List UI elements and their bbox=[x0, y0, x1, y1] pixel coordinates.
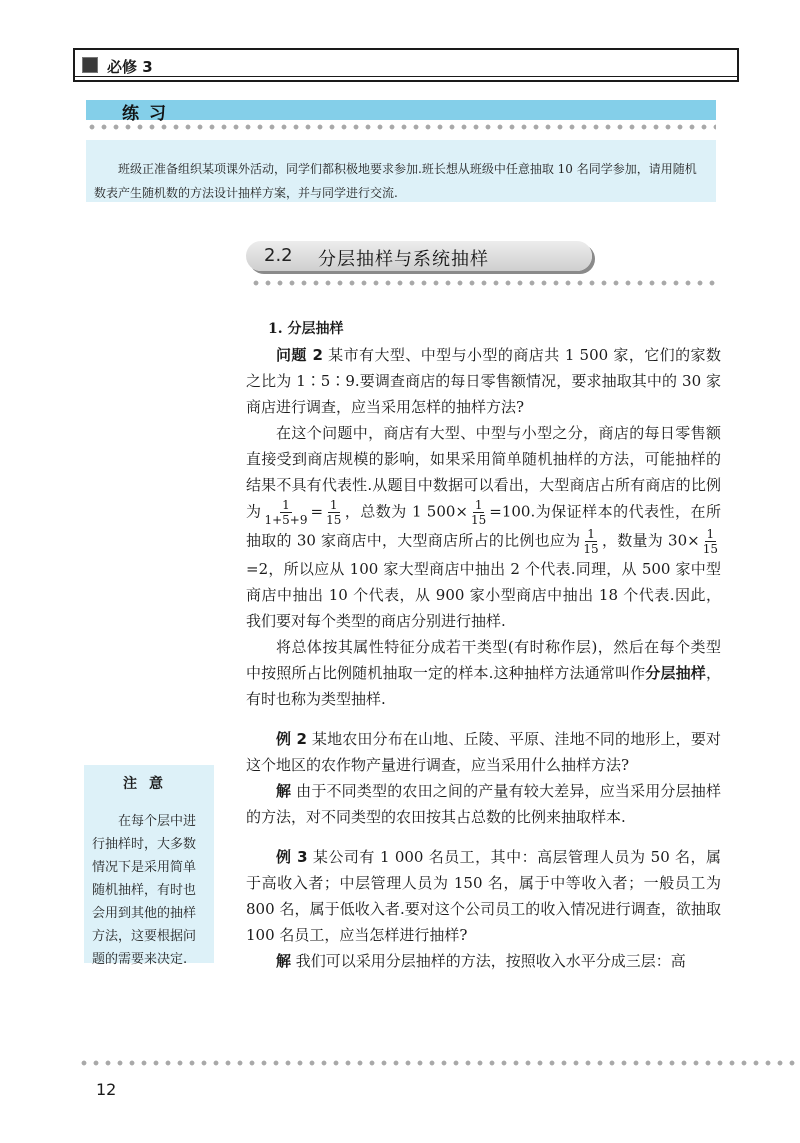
dotted-divider bbox=[86, 124, 716, 130]
analysis-text: 在这个问题中，商店有大型、中型与小型之分，商店的每日零售额直接受到商店规模的影响，如果采用简单随机抽样的方法，可能抽样的结果不具有代表性.从题目中数据可以看出，大型商店占所有商店的比例为 bbox=[246, 424, 721, 521]
fraction bbox=[324, 498, 343, 527]
fraction-denominator: 15 bbox=[583, 542, 599, 556]
analysis-paragraph bbox=[246, 420, 721, 634]
definition-term: 分层抽样 bbox=[645, 664, 706, 682]
analysis-text: =100.为保证样本的代表性，在所抽取的 30 家商店中，大型商店所占的比例也应为 bbox=[246, 502, 721, 550]
example-text: 某地农田分布在山地、丘陵、平原、洼地不同的地形上，要对这个地区的农作物产量进行调查，应当采用什么抽样方法? bbox=[246, 730, 721, 774]
fraction bbox=[581, 527, 600, 556]
footer-dotted-divider bbox=[78, 1060, 798, 1066]
fraction-denominator: 15 bbox=[702, 542, 718, 556]
definition-paragraph bbox=[246, 634, 721, 712]
example-2 bbox=[246, 726, 721, 778]
main-content bbox=[246, 316, 721, 974]
fraction-denominator: 15 bbox=[471, 513, 487, 527]
example-2-solution bbox=[246, 778, 721, 830]
section-title: 分层抽样与系统抽样 bbox=[318, 249, 489, 270]
exercise-box bbox=[86, 140, 716, 202]
fraction-denominator: 15 bbox=[326, 513, 342, 527]
note-text: 在每个层中进行抽样时，大多数情况下是采用简单随机抽样，有时也会用到其他的抽样方法，这要根据问题的需要来决定. bbox=[92, 814, 197, 967]
fraction-denominator: 1+5+9 bbox=[264, 513, 308, 527]
fraction-numerator: 1 bbox=[474, 498, 483, 512]
note-box bbox=[84, 765, 214, 967]
fraction-numerator: 1 bbox=[706, 527, 715, 541]
header-square-icon bbox=[82, 57, 98, 73]
exercise-title: 练习 bbox=[122, 104, 176, 124]
solution-text: 由于不同类型的农田之间的产量有较大差异，应当采用分层抽样的方法，对不同类型的农田按其占总数的比例来抽取样本. bbox=[246, 782, 721, 826]
fraction bbox=[469, 498, 488, 527]
fraction bbox=[701, 527, 720, 556]
analysis-text: ，数量为 30× bbox=[601, 531, 700, 550]
problem-2 bbox=[246, 342, 721, 420]
header-title: 必修 3 bbox=[107, 58, 153, 76]
problem-label: 问题 2 bbox=[276, 346, 323, 364]
fraction-numerator: 1 bbox=[587, 527, 595, 541]
definition-text: 将总体按其属性特征分成若干类型(有时称作层)，然后在每个类型中按照所占比例随机抽取一定的样本.这种抽样方法通常叫作 bbox=[246, 638, 721, 682]
analysis-text: =2，所以应从 100 家大型商店中抽出 2 个代表.同理，从 500 家中型商店中抽出 10 个代表，从 900 家小型商店中抽出 18 个代表.因此，我们要对每个类型的商店分别进行抽样. bbox=[246, 560, 721, 630]
section-heading bbox=[246, 241, 592, 271]
example-text: 某公司有 1 000 名员工，其中：高层管理人员为 50 名，属于高收入者；中层管理人员为 150 名，属于中等收入者；一般员工为 800 名，属于低收入者.要对这个公司员工的收入情况进行调查，欲抽取 100 名员工，应当怎样进行抽样? bbox=[246, 848, 721, 944]
example-3-solution bbox=[246, 948, 721, 974]
example-label: 例 3 bbox=[276, 848, 308, 866]
subsection-title: 1. 分层抽样 bbox=[268, 321, 344, 337]
exercise-text: 班级正准备组织某项课外活动，同学们都积极地要求参加.班长想从班级中任意抽取 10 名同学参加，请用随机数表产生随机数的方法设计抽样方案，并与同学进行交流. bbox=[94, 162, 697, 200]
header-rule bbox=[75, 76, 737, 77]
problem-text: 某市有大型、中型与小型的商店共 1 500 家，它们的家数之比为 1∶5∶9.要调查商店的每日零售额情况，要求抽取其中的 30 家商店进行调查，应当采用怎样的抽样方法? bbox=[246, 346, 721, 416]
example-label: 例 2 bbox=[276, 730, 307, 748]
analysis-text: ，总数为 1 500× bbox=[344, 502, 468, 521]
example-3 bbox=[246, 844, 721, 948]
fraction bbox=[262, 498, 309, 527]
solution-label: 解 bbox=[276, 782, 292, 800]
definition-text: ，有时也称为类型抽样. bbox=[246, 664, 721, 708]
section-number: 2.2 bbox=[264, 245, 293, 266]
fraction-numerator: 1 bbox=[329, 498, 338, 512]
fraction-numerator: 1 bbox=[282, 498, 290, 512]
solution-text: 我们可以采用分层抽样的方法，按照收入水平分成三层：高 bbox=[295, 952, 686, 970]
equals-sign: = bbox=[310, 502, 324, 521]
solution-label: 解 bbox=[276, 952, 292, 970]
dotted-divider bbox=[250, 280, 720, 286]
note-title: 注意 bbox=[123, 776, 175, 792]
exercise-heading-bar bbox=[86, 100, 716, 124]
running-header bbox=[73, 48, 739, 82]
page-number: 12 bbox=[96, 1080, 117, 1099]
